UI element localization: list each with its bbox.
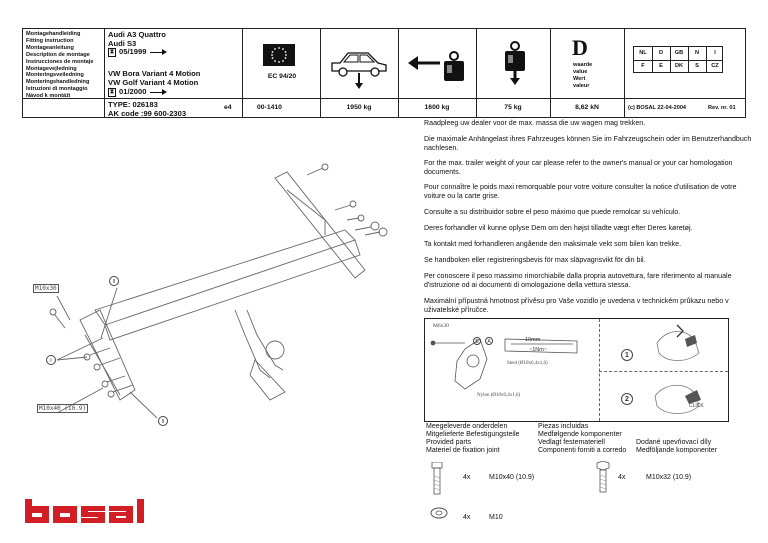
towbar-diagram [25,160,415,440]
vertical-load-icon [501,39,529,90]
part-spec-3: M10 [489,514,503,521]
detail-nylon: Nylon (Ø10x6,4x1,6) [477,393,521,398]
step-2-badge: 2 [621,393,633,405]
date-row-a: ⧗ 05/1999 [108,47,164,57]
approval-number: 00-1410 [257,104,282,111]
part-qty-1: 4x [463,474,471,481]
detail-box [424,318,729,422]
type-code: TYPE: 026183 AK code :99 600-2303 [108,100,187,118]
paragraph-nl: Raadpleeg uw dealer voor de max. massa die uw wagen mag trekken. [424,119,646,127]
paragraph-no: Ta kontakt med forhandleren angående den maksimale vekt som bilen kan trekke. [424,240,682,248]
hourglass-icon: ⧗ [109,88,115,95]
header-table [22,28,746,118]
step-1-badge: 1 [621,349,633,361]
country-grid: NL D GB N I F E DK S CZ [633,46,723,73]
car-icon [328,43,390,94]
hourglass-icon: ⧗ [109,48,115,55]
parts-heading-col3: Dodané upevňovací díly Medföljande komponenter [636,439,717,455]
bolt-m10x32-icon [596,461,610,500]
part-spec-1: M10x40 (10.9) [489,474,535,481]
bolt-m10x40-icon [430,462,444,501]
d-value-words: waarde value Wert valeur [573,62,593,89]
detail-10mm: 10mm [525,337,541,343]
d-letter: D [572,35,588,60]
eu-flag-icon [263,44,295,66]
step2-illustration [647,374,707,425]
instruction-titles: Montagehandleiding Fitting instruction Montageanleitung Description de montage Instrucciones de montaje Montagevejledning Monteringsveiledning Monteringshandledning Istruzioni di montaggio Návod k montáži [26,31,94,100]
arrow-right-icon [150,92,164,93]
paragraph-it: Per conoscere il peso massimo rimorchiabile dalla propria autovettura, fare riferimento al manuale d'istruzione od ai documenti di omologazione della vettura stessa. [424,272,732,290]
max-mass: 1950 kg [346,104,372,111]
parts-heading-col2: Piezas incluidas Medfølgende komponenter Vedlagt festemateriell Componenti forniti a corredo [538,423,627,455]
vertical-load: 75 kg [504,104,522,111]
paragraph-de: Die maximale Anhängelast ihres Fahrzeuges können Sie im Fahrzeugschein oder im Benutzerhandbuch nachlesen. [424,135,752,153]
part-qty-2: 4x [618,474,626,481]
bolt-label-m10x40: M10x40 (10.9) [39,405,86,412]
ec-regulation: EC 94/20 [267,73,297,80]
bosal-logo [25,497,155,530]
arrow-right-icon [150,52,164,53]
model-group-a: Audi A3 Quattro Audi S3 [108,30,166,48]
model-group-b: VW Bora Variant 4 Motion VW Golf Variant 4 Motion [108,69,201,87]
detail-m6x30: M6x30 [433,323,449,329]
revision: Rev. nr. 01 [708,105,736,111]
trailer-weight-icon [406,45,470,90]
date-row-b: ⧗ 01/2000 [108,87,164,97]
step1-illustration [647,323,707,372]
paragraph-se: Se handboken eller registreringsbevis för max släpvagnsvikt för din bil. [424,256,646,264]
trailer-mass: 1600 kg [424,104,450,111]
paragraph-cz: Maximální přípustná hmotnost přívěsu pro Vaše vozidlo je uvedena v technickém průkazu nebo v uživatelské příručce. [424,297,729,315]
detail-torque: ~1Nm~ [529,347,548,353]
detail-b: B [473,337,481,345]
detail-a: A [485,337,493,345]
marker-ii: II [109,276,119,286]
paragraph-es: Consulte a su distribuidor sobre el peso máximo que puede remolcar su vehículo. [424,208,681,216]
parts-heading-col1: Meegeleverde onderdelen Mitgelieferte Befestigungsteile Provided parts Materiel de fixation joint [426,423,520,455]
paragraph-fr: Pour connaître le poids maxi remorquable pour votre voiture consulter la notice d'utilisation de votre voiture ou la carte grise. [424,183,737,201]
part-spec-2: M10x32 (10.9) [646,474,692,481]
d-value: 8,62 kN [575,104,599,111]
part-qty-3: 4x [463,514,471,521]
e4-mark: e4 [224,104,232,111]
detail-steel: Steel (Ø10x6,4x1,6) [507,361,548,366]
copyright: (c) BOSAL 22-04-2004 [628,105,687,111]
click-label: CLICK [689,403,704,409]
washer-m10-icon [429,506,449,525]
marker-i: I [46,355,56,365]
paragraph-en: For the max. trailer weight of your car please refer to the owner's manual or your car homologation documents. [424,159,733,177]
bolt-label-m10x30: M10x30 [35,285,57,292]
marker-ii-lower: II [158,416,168,426]
paragraph-dk: Deres forhandler vil kunne oplyse Dem om den højst tilladte vægt efter Deres køretøj. [424,224,693,232]
